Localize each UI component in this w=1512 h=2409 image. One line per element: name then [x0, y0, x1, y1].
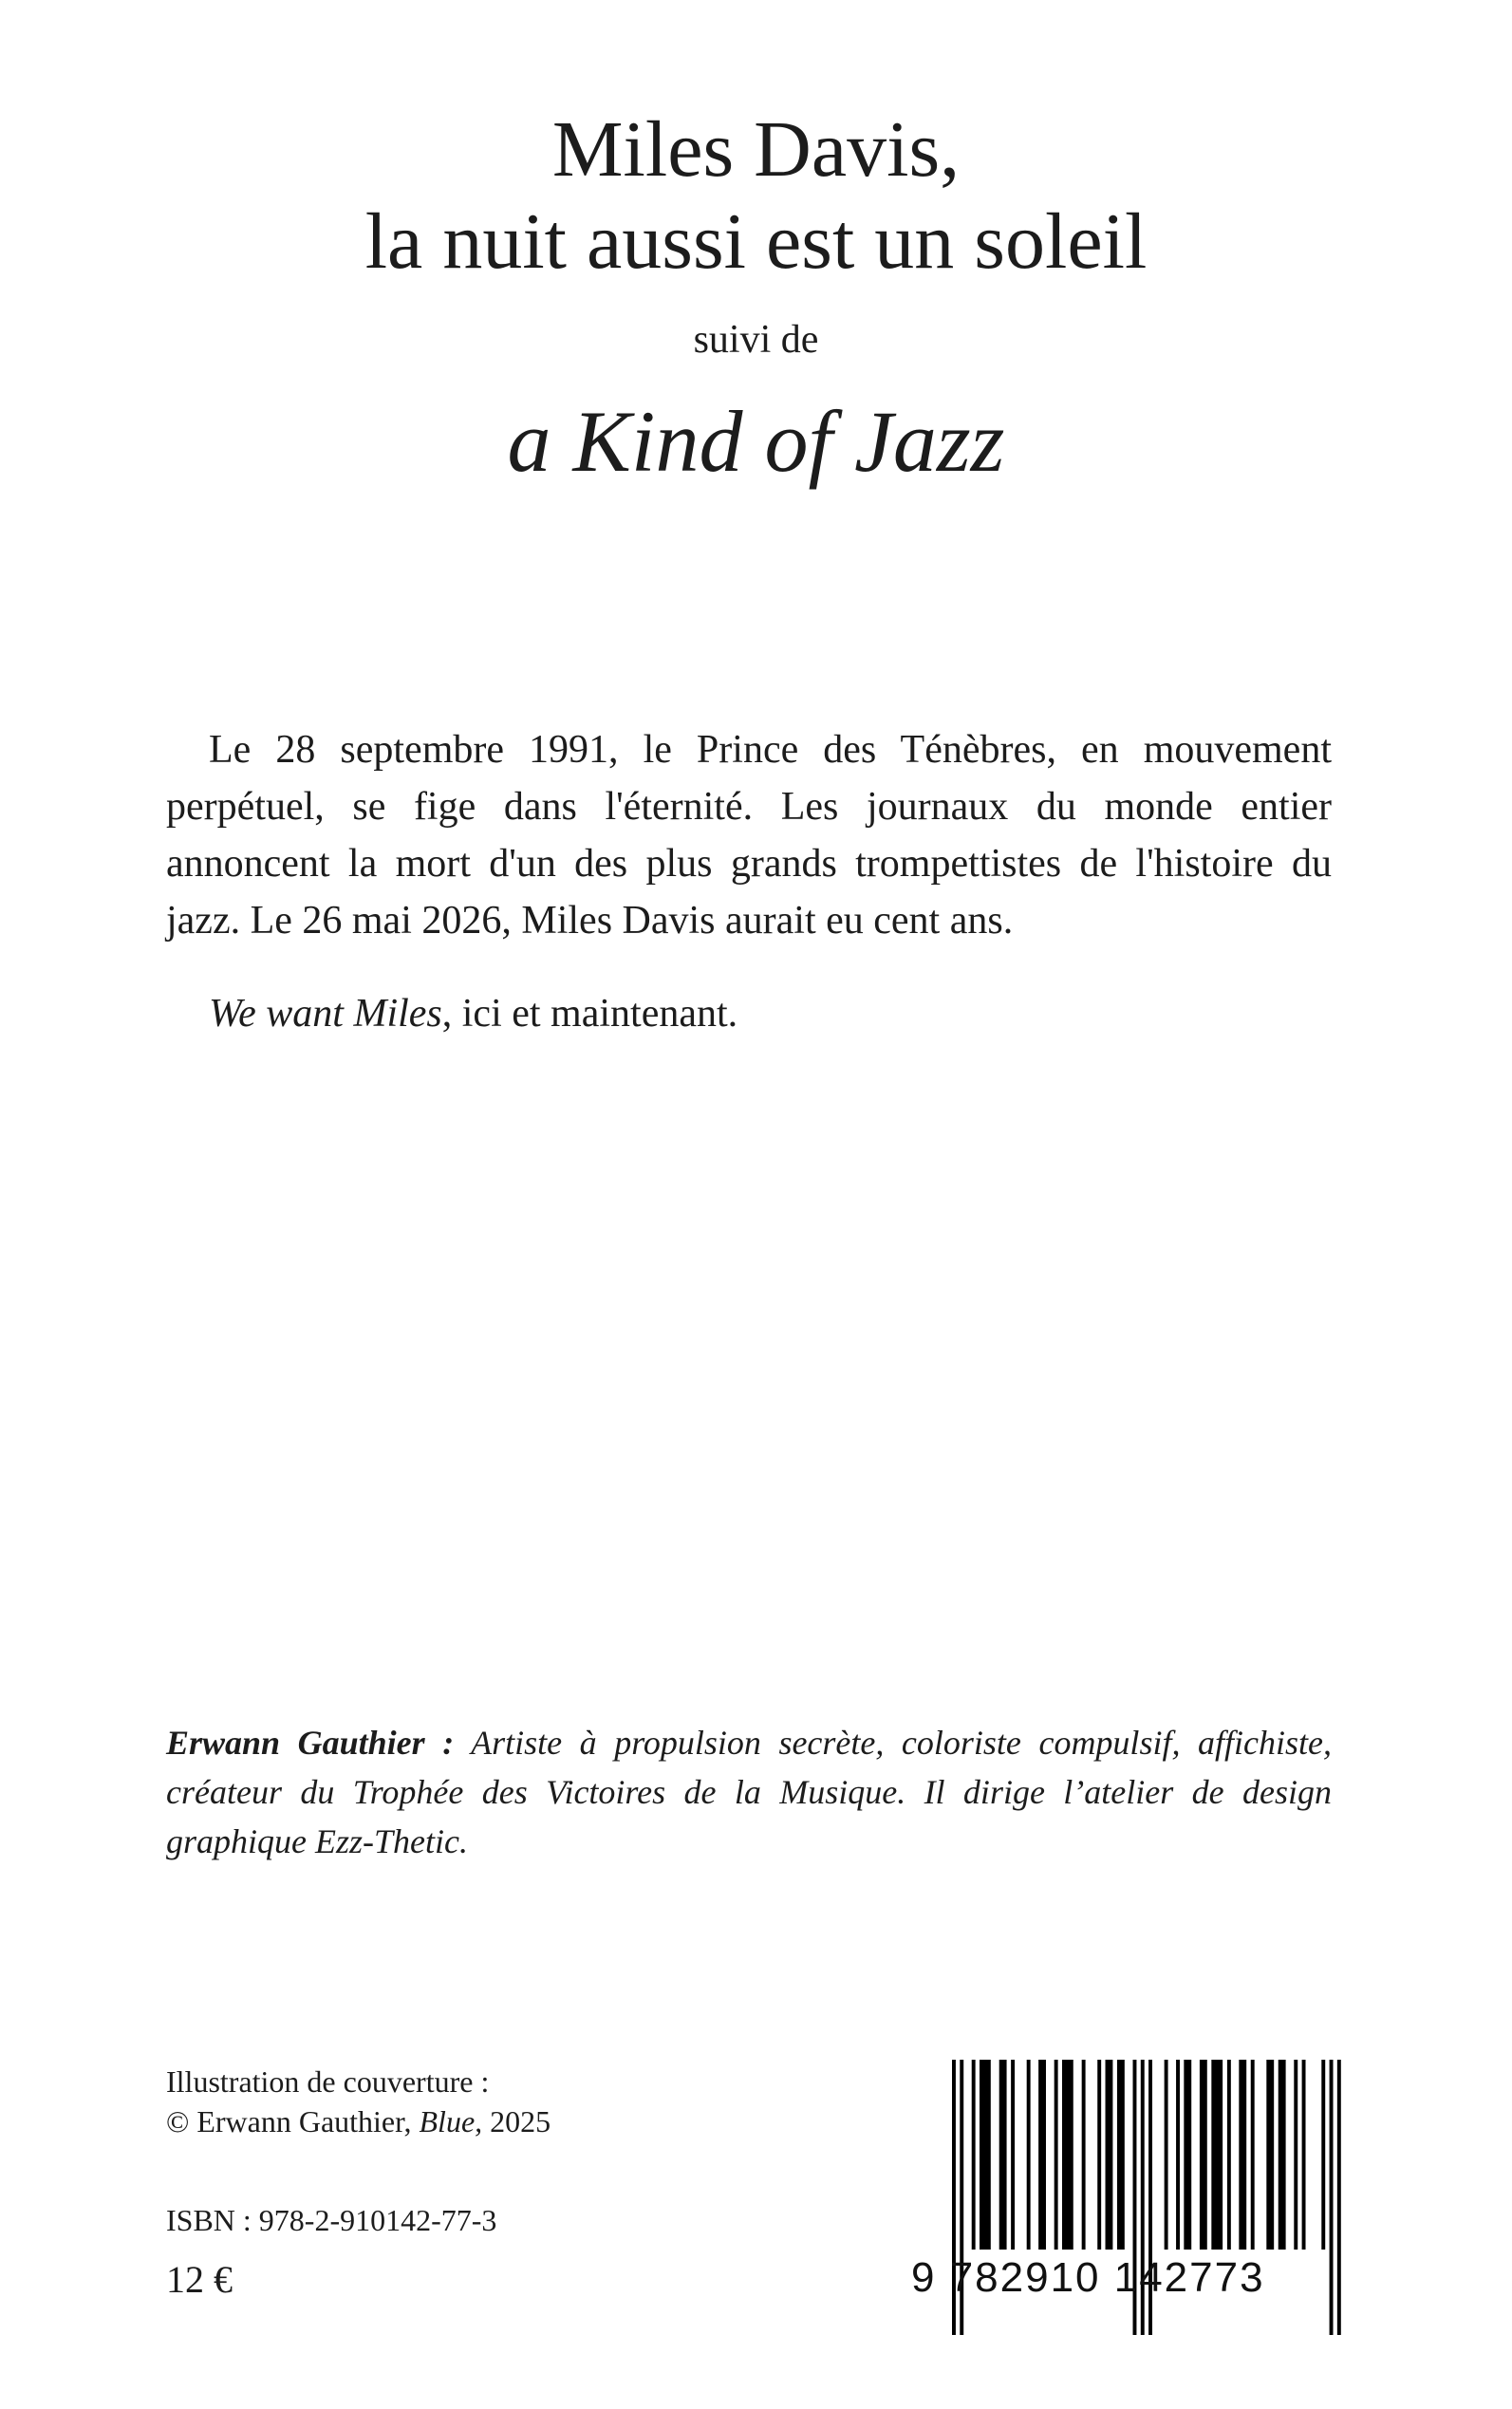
illustration-title: Blue, — [419, 2104, 483, 2138]
illustration-label: Illustration de couverture : — [166, 2064, 490, 2099]
barcode-digits: 9 782910 142773 — [911, 2254, 1265, 2301]
barcode-bar — [1011, 2060, 1015, 2250]
barcode-bar — [999, 2060, 1007, 2250]
barcode-bar — [1279, 2060, 1286, 2250]
barcode-bar — [1106, 2060, 1113, 2250]
barcode-bar — [1082, 2060, 1086, 2250]
barcode-bar — [1176, 2060, 1180, 2250]
title-connector: suivi de — [693, 318, 819, 362]
author-bio-text: Artiste à propulsion secrète, coloriste compulsif, affichiste, créateur du Trophée des Victoires de la Musique. Il dirige l’atelier de design graphique Ezz-Thetic. — [166, 1724, 1332, 1860]
blurb-italic-phrase: We want Miles — [209, 992, 442, 1036]
barcode-bar — [972, 2060, 976, 2250]
barcode-bar — [980, 2060, 991, 2250]
barcode-bar — [1321, 2060, 1325, 2250]
blurb-paragraph-1: Le 28 septembre 1991, le Prince des Ténèbres, en mouvement perpétuel, se fige dans l'éternité. Les journaux du monde entier annoncent la mort d'un des plus grands trompettistes de l'histoire du jazz. Le 26 mai 2026, Miles Davis aurait eu cent ans. — [166, 728, 1332, 943]
barcode-bar — [1027, 2060, 1031, 2250]
illustration-credit-prefix: © Erwann Gauthier, — [166, 2104, 420, 2138]
blurb-paragraph-2 — [166, 985, 1332, 1042]
back-cover-blurb — [166, 721, 1332, 1042]
book-subtitle: a Kind of Jazz — [507, 393, 1005, 490]
barcode-bar — [1184, 2060, 1191, 2250]
barcode-bar — [1200, 2060, 1207, 2250]
price: 12 € — [166, 2258, 233, 2301]
barcode-bar — [1038, 2060, 1046, 2250]
book-title-line-1: Miles Davis, — [551, 105, 961, 194]
author-name: Erwann Gauthier : — [166, 1724, 455, 1762]
barcode-bar — [1165, 2060, 1168, 2250]
barcode-bar — [1227, 2060, 1231, 2250]
barcode-bar — [1117, 2060, 1125, 2250]
barcode-bar — [1294, 2060, 1297, 2250]
barcode-bar — [1211, 2060, 1223, 2250]
barcode-bar — [1302, 2060, 1306, 2250]
author-bio — [166, 1718, 1332, 1866]
barcode-bar — [1251, 2060, 1255, 2250]
barcode-bar — [1097, 2060, 1101, 2250]
book-title-line-2: la nuit aussi est un soleil — [364, 197, 1148, 286]
barcode-bar — [1055, 2060, 1058, 2250]
barcode-bar — [1266, 2060, 1274, 2250]
barcode-bar — [1062, 2060, 1073, 2250]
isbn: ISBN : 978-2-910142-77-3 — [166, 2203, 497, 2237]
illustration-credit — [166, 2101, 551, 2141]
barcode-bar — [1239, 2060, 1246, 2250]
blurb-paragraph-2-rest: , ici et maintenant. — [441, 992, 738, 1036]
illustration-year: 2025 — [482, 2104, 551, 2138]
